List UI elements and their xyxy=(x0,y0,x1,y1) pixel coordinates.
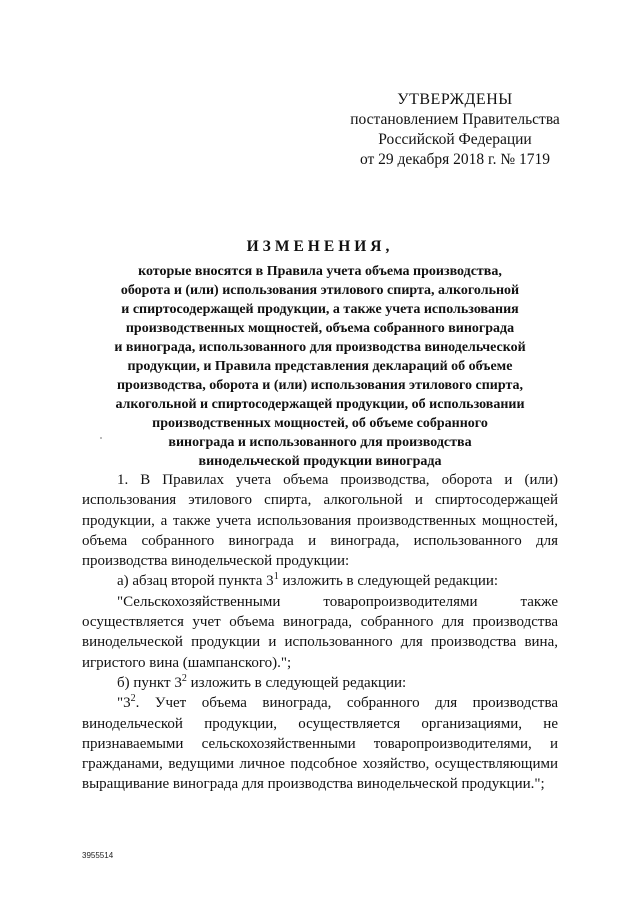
paragraph-1: 1. В Правилах учета объема производства, оборота и (или) использования этилового спирта, алкогольной и спиртосодержащей продукции, а также учета использования производственных мощностей, объема собранного винограда и винограда, использованного для производства винодельческой продукции: xyxy=(82,472,558,570)
subtitle-line: которые вносятся в Правила учета объема производства, xyxy=(138,264,502,279)
document-code: 3955514 xyxy=(82,851,114,860)
subtitle-line: и спиртосодержащей продукции, а также учета использования xyxy=(121,302,519,317)
paragraph-4-text: б) пункт 3 xyxy=(117,674,182,691)
approval-line-1: постановлением Правительства xyxy=(350,111,560,128)
paragraph-5-text: "3 xyxy=(117,695,131,712)
subtitle-line: винодельческой продукции винограда xyxy=(198,454,442,469)
subtitle-line: производственных мощностей, объема собранного винограда xyxy=(125,321,515,336)
approval-line-2: Российской Федерации xyxy=(378,131,532,148)
paragraph-4-text-end: изложить в следующей редакции: xyxy=(186,674,407,691)
document-body xyxy=(82,470,558,795)
superscript: 2 xyxy=(181,672,187,684)
subtitle-line: продукции, и Правила представления деклараций об объеме xyxy=(127,359,513,374)
paragraph-4 xyxy=(82,673,558,693)
superscript: 1 xyxy=(273,571,279,583)
approval-stamp: УТВЕРЖДЕНЫ xyxy=(397,91,513,108)
approval-line-3: от 29 декабря 2018 г. № 1719 xyxy=(359,151,551,168)
subtitle-line: винограда и использованного для производства xyxy=(168,435,472,450)
document-title: ИЗМЕНЕНИЯ, xyxy=(246,238,394,255)
subtitle-line: производственных мощностей, об объеме собранного xyxy=(152,416,488,431)
superscript: 2 xyxy=(130,693,136,705)
paragraph-5 xyxy=(82,693,558,794)
paragraph-5-text-end: . Учет объема винограда, собранного для производства винодельческой продукции, осуществляется организациями, не признаваемыми сельскохозяйственными товаропроизводителями, и гражданами, ведущими личное подсобное хозяйство, осуществляющими выращивание винограда для производства винодельческой продукции."; xyxy=(82,695,558,793)
approval-block xyxy=(330,90,580,170)
paragraph-2 xyxy=(82,571,558,591)
subtitle-line: и винограда, использованного для производства винодельческой xyxy=(114,340,526,355)
scan-speck xyxy=(100,437,102,439)
document-subtitle xyxy=(90,262,550,471)
subtitle-line: алкогольной и спиртосодержащей продукции, об использовании xyxy=(115,397,525,412)
subtitle-line: оборота и (или) использования этилового спирта, алкогольной xyxy=(120,283,520,298)
paragraph-3: "Сельскохозяйственными товаропроизводителями также осуществляется учет объема винограда, собранного для производства винодельческой продукции и использованного для производства вина, игристого вина (шампанского)."; xyxy=(82,593,558,671)
paragraph-2-text-end: изложить в следующей редакции: xyxy=(278,573,499,590)
paragraph-2-text: а) абзац второй пункта 3 xyxy=(117,573,274,590)
subtitle-line: производства, оборота и (или) использования этилового спирта, xyxy=(116,378,524,393)
